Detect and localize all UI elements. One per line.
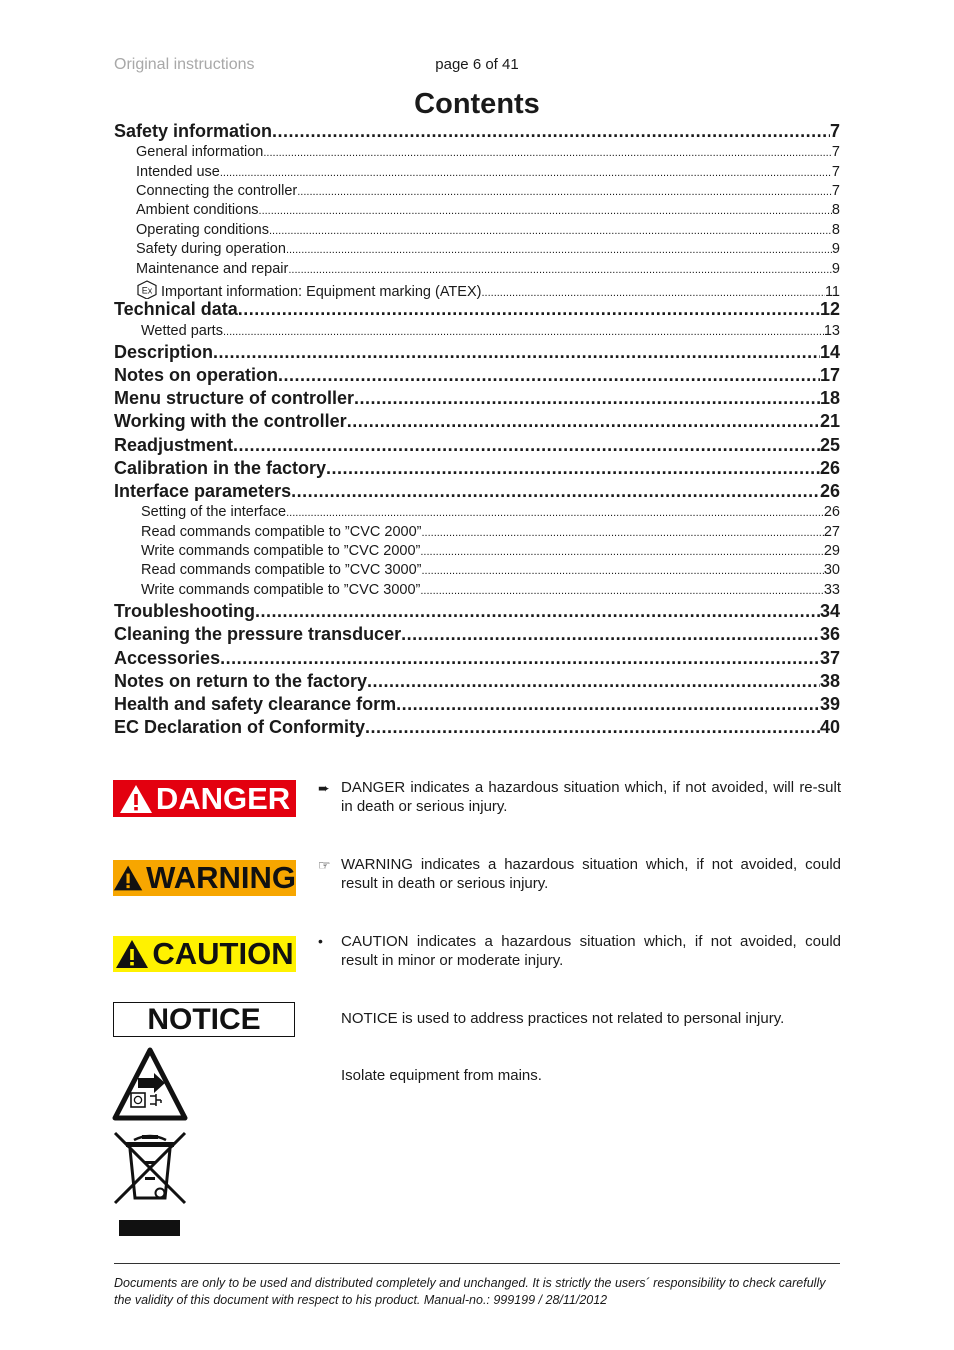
toc-chapter-row[interactable] <box>114 121 840 144</box>
toc-dot-leader <box>269 225 832 237</box>
toc-chapter-row[interactable] <box>114 624 840 647</box>
toc-page-number: 7 <box>831 144 840 161</box>
toc-page-number: 36 <box>819 624 840 645</box>
toc-chapter-row[interactable] <box>114 342 840 365</box>
isolate-mains-description: Isolate equipment from mains. <box>341 1067 542 1084</box>
toc-dot-leader <box>238 299 820 320</box>
toc-section-row[interactable] <box>114 280 840 299</box>
toc-dot-leader <box>367 671 820 692</box>
toc-entry-label: Write commands compatible to ”CVC 3000” <box>141 581 421 598</box>
toc-dot-leader <box>421 565 823 577</box>
toc-section-row[interactable] <box>114 562 840 581</box>
warning-description: WARNING indicates a hazardous situation which, if not avoided, could result in death or serious injury. <box>341 856 841 892</box>
dot-bullet-icon: • <box>318 933 323 949</box>
toc-entry-label: Accessories <box>114 647 221 668</box>
toc-page-number: 12 <box>819 299 840 320</box>
svg-text:Ex: Ex <box>141 285 153 296</box>
toc-chapter-row[interactable] <box>114 388 840 411</box>
toc-entry-label: Working with the controller <box>114 411 347 432</box>
toc-entry-label: Operating conditions <box>136 221 269 238</box>
toc-page-number: 25 <box>819 434 840 455</box>
toc-section-row[interactable] <box>114 524 840 543</box>
toc-page-number: 33 <box>823 581 840 598</box>
toc-section-row[interactable] <box>114 222 840 241</box>
toc-dot-leader <box>365 717 820 738</box>
toc-entry-label: Write commands compatible to ”CVC 2000” <box>141 542 421 559</box>
caution-signal-label <box>113 936 296 972</box>
caution-label-text: CAUTION <box>152 936 294 971</box>
toc-page-number: 26 <box>819 481 840 502</box>
toc-chapter-row[interactable] <box>114 601 840 624</box>
toc-page-number: 18 <box>819 388 840 409</box>
toc-dot-leader <box>263 147 832 159</box>
toc-section-row[interactable] <box>114 504 840 523</box>
toc-entry-label: EC Declaration of Conformity <box>114 717 366 738</box>
toc-page-number: 27 <box>823 523 840 540</box>
footer-divider <box>114 1263 840 1264</box>
toc-entry-label: Read commands compatible to ”CVC 3000” <box>141 562 422 579</box>
toc-chapter-row[interactable] <box>114 435 840 458</box>
toc-dot-leader <box>420 546 823 558</box>
table-of-contents <box>114 121 840 740</box>
toc-section-row[interactable] <box>114 241 840 260</box>
toc-entry-label: Description <box>114 341 214 362</box>
toc-dot-leader <box>481 287 824 299</box>
toc-chapter-row[interactable] <box>114 365 840 388</box>
toc-dot-leader <box>286 507 824 519</box>
toc-entry-label: Wetted parts <box>141 322 223 339</box>
toc-dot-leader <box>396 694 820 715</box>
toc-section-row[interactable] <box>114 261 840 280</box>
toc-section-row[interactable] <box>114 144 840 163</box>
toc-dot-leader <box>297 186 832 198</box>
weee-bin-icon <box>112 1130 188 1238</box>
toc-section-row[interactable] <box>114 183 840 202</box>
toc-entry-label: Menu structure of controller <box>114 388 355 409</box>
toc-chapter-row[interactable] <box>114 648 840 671</box>
toc-page-number: 7 <box>831 182 840 199</box>
toc-page-number: 7 <box>831 163 840 180</box>
danger-signal-label <box>113 780 296 817</box>
toc-entry-label: Interface parameters <box>114 481 292 502</box>
danger-description: DANGER indicates a hazardous situation which, if not avoided, will re-sult in death or serious injury. <box>341 779 841 815</box>
toc-page-number: 26 <box>823 504 840 521</box>
warning-signal-label <box>113 860 296 896</box>
warning-triangle-icon <box>119 784 153 814</box>
warning-triangle-icon <box>113 863 143 893</box>
toc-section-row[interactable] <box>114 543 840 562</box>
toc-page-number: 39 <box>819 693 840 714</box>
atex-ex-icon <box>136 280 158 299</box>
header-original-instructions: Original instructions <box>114 56 255 73</box>
arrow-bullet-icon: ➨ <box>318 780 330 796</box>
toc-chapter-row[interactable] <box>114 458 840 481</box>
toc-dot-leader <box>420 585 823 597</box>
toc-page-number: 9 <box>831 241 840 258</box>
header-page-number: page 6 of 41 <box>435 56 519 73</box>
toc-entry-label: Troubleshooting <box>114 601 255 622</box>
toc-entry-label: Technical data <box>114 299 238 320</box>
toc-page-number: 38 <box>819 670 840 691</box>
toc-entry-label: Ambient conditions <box>136 202 259 219</box>
toc-entry-label: Connecting the controller <box>136 182 298 199</box>
page-title: Contents <box>414 88 540 120</box>
toc-chapter-row[interactable] <box>114 299 840 322</box>
toc-entry-label: Safety information <box>114 121 273 141</box>
toc-dot-leader <box>291 481 820 502</box>
toc-page-number: 37 <box>819 647 840 668</box>
isolate-mains-icon <box>112 1047 188 1122</box>
toc-dot-leader <box>278 365 820 386</box>
notice-description: NOTICE is used to address practices not related to personal injury. <box>341 1010 785 1027</box>
toc-page-number: 9 <box>831 260 840 277</box>
toc-dot-leader <box>233 435 820 456</box>
toc-entry-label: Maintenance and repair <box>136 260 289 277</box>
toc-dot-leader <box>288 264 832 276</box>
toc-page-number: 8 <box>831 221 840 238</box>
toc-page-number: 7 <box>829 121 840 141</box>
toc-dot-leader <box>326 458 820 479</box>
toc-dot-leader <box>220 167 832 179</box>
toc-page-number: 8 <box>831 202 840 219</box>
toc-chapter-row[interactable] <box>114 671 840 694</box>
toc-entry-label: Readjustment <box>114 434 234 455</box>
toc-page-number: 26 <box>819 457 840 478</box>
warning-label-text: WARNING <box>146 860 296 895</box>
pointing-hand-bullet-icon: ☞ <box>318 857 331 873</box>
toc-section-row[interactable] <box>114 202 840 221</box>
toc-dot-leader <box>272 121 830 142</box>
toc-section-row[interactable] <box>114 582 840 601</box>
toc-entry-label: Safety during operation <box>136 241 286 258</box>
caution-description: CAUTION indicates a hazardous situation which, if not avoided, could result in minor or moderate injury. <box>341 933 841 969</box>
toc-entry-label: Health and safety clearance form <box>114 693 397 714</box>
toc-page-number: 14 <box>819 341 840 362</box>
toc-page-number: 11 <box>824 283 840 300</box>
footer-disclaimer: Documents are only to be used and distributed completely and unchanged. It is strictly the users´ responsibility to check carefully the validity of this document with respect to his product. Manual-no.: 999199 / 28/11/2012 <box>114 1276 826 1307</box>
toc-chapter-row[interactable] <box>114 694 840 717</box>
toc-entry-label: Cleaning the pressure transducer <box>114 624 402 645</box>
toc-dot-leader <box>255 601 820 622</box>
toc-page-number: 34 <box>819 601 840 622</box>
toc-dot-leader <box>354 388 820 409</box>
toc-dot-leader <box>347 411 820 432</box>
toc-entry-label: Calibration in the factory <box>114 457 327 478</box>
toc-entry-label: Notes on return to the factory <box>114 670 368 691</box>
warning-triangle-icon <box>115 939 149 969</box>
notice-signal-label: NOTICE <box>113 1002 295 1037</box>
toc-entry-label: Read commands compatible to ”CVC 2000” <box>141 523 422 540</box>
toc-page-number: 21 <box>819 411 840 432</box>
toc-dot-leader <box>421 527 823 539</box>
toc-dot-leader <box>220 648 820 669</box>
toc-page-number: 17 <box>819 365 840 386</box>
toc-page-number: 29 <box>823 542 840 559</box>
toc-page-number: 13 <box>823 322 840 339</box>
toc-chapter-row[interactable] <box>114 411 840 434</box>
toc-entry-label: Notes on operation <box>114 365 279 386</box>
toc-entry-label: Setting of the interface <box>141 504 287 521</box>
toc-chapter-row[interactable] <box>114 481 840 504</box>
toc-entry-label: Intended use <box>136 163 220 180</box>
toc-chapter-row[interactable] <box>114 717 840 740</box>
toc-dot-leader <box>286 244 832 256</box>
toc-entry-label: General information <box>136 144 264 161</box>
toc-dot-leader <box>259 205 832 217</box>
danger-label-text: DANGER <box>155 780 291 816</box>
toc-page-number: 30 <box>823 562 840 579</box>
toc-section-row[interactable] <box>114 164 840 183</box>
toc-page-number: 40 <box>819 717 840 738</box>
toc-dot-leader <box>223 326 824 338</box>
toc-entry-label: Ex Important information: Equipment marking (ATEX) <box>136 280 481 299</box>
toc-dot-leader <box>213 342 820 363</box>
toc-section-row[interactable] <box>114 323 840 342</box>
toc-dot-leader <box>401 624 820 645</box>
